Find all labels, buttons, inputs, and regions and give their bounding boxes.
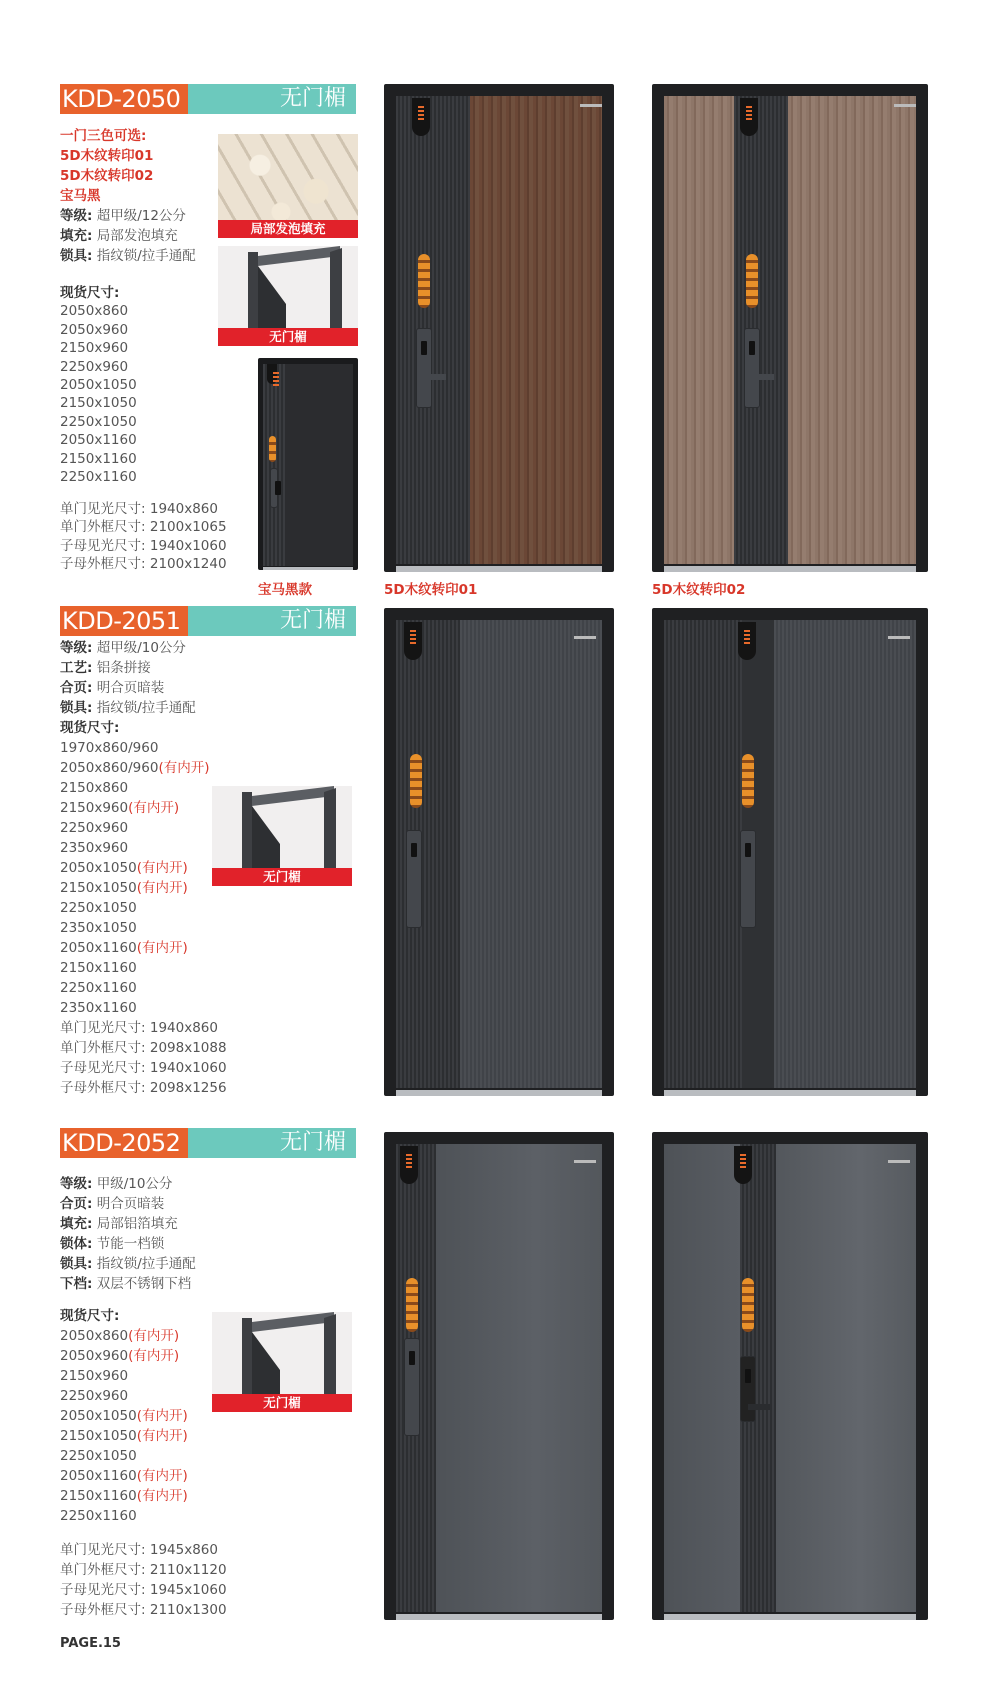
decorative-insert (742, 754, 754, 808)
brand-badge (400, 1146, 418, 1184)
brand-badge (404, 622, 422, 660)
smart-lock (740, 830, 756, 928)
thumb-caption: 无门楣 (212, 1394, 352, 1412)
stock-size: 2150x1160 (60, 960, 137, 976)
stock-size: 2150x860 (60, 780, 129, 796)
door-image-single (384, 1132, 614, 1620)
section-header (60, 606, 356, 636)
spec-row: 锁体: 节能一档锁 (60, 1236, 165, 1252)
specs (60, 638, 196, 738)
color-option: 5D木纹转印01 (60, 148, 154, 164)
thumb-caption: 局部发泡填充 (218, 220, 358, 238)
brand-mark (894, 104, 916, 107)
stock-title: 现货尺寸: (60, 285, 120, 301)
door-panel (774, 620, 916, 1088)
model-tag: 无门楣 (188, 84, 356, 114)
door-panel (664, 96, 734, 564)
stock-size: 2050x860(有内开) (60, 1328, 180, 1344)
decorative-insert (410, 754, 422, 808)
section-header (60, 1128, 356, 1158)
door-image-double (652, 608, 928, 1096)
brand-mark (574, 1160, 596, 1163)
stock-size: 2050x960(有内开) (60, 1348, 180, 1364)
model-number: KDD-2052 (60, 1128, 188, 1158)
stock-size: 2050x1160(有内开) (60, 1468, 188, 1484)
door-image-wood-02 (652, 84, 928, 572)
color-options-title: 一门三色可选: (60, 128, 147, 144)
stock-size: 2250x1160 (60, 980, 137, 996)
stock-size: 2250x960 (60, 820, 129, 836)
dim-row: 子母见光尺寸: 1945x1060 (60, 1582, 227, 1598)
stock-size: 2050x1050 (60, 377, 137, 394)
spec-row: 下档: 双层不锈钢下档 (60, 1276, 192, 1292)
brand-mark (580, 104, 602, 107)
smart-lock (740, 1356, 756, 1422)
dim-row: 单门外框尺寸: 2110x1120 (60, 1562, 227, 1578)
spec-row: 锁具: 指纹锁/拉手通配 (60, 700, 196, 716)
stock-size: 2150x1160(有内开) (60, 1488, 188, 1504)
stock-title: 现货尺寸: (60, 720, 120, 736)
decorative-insert (742, 1278, 754, 1332)
stock-sizes (60, 284, 137, 486)
brand-badge (267, 364, 277, 384)
stock-size: 2250x1050 (60, 900, 137, 916)
stock-size: 2050x1050(有内开) (60, 1408, 188, 1424)
stock-size: 2150x960(有内开) (60, 800, 180, 816)
door-image-wood-01 (384, 84, 614, 572)
stock-size: 2050x1160 (60, 432, 137, 449)
dim-row: 单门外框尺寸: 2098x1088 (60, 1040, 227, 1056)
dim-row: 子母见光尺寸: 1940x1060 (60, 537, 227, 554)
door-caption: 5D木纹转印02 (652, 582, 746, 598)
thumb-caption: 无门楣 (212, 868, 352, 886)
door-image-black (258, 358, 358, 570)
door-image-single (384, 608, 614, 1096)
stock-size: 2250x960 (60, 1388, 129, 1404)
spec-row: 合页: 明合页暗装 (60, 680, 165, 696)
dim-row: 子母外框尺寸: 2100x1240 (60, 556, 227, 573)
spec-row: 填充: 局部铝箔填充 (60, 1216, 178, 1232)
door-panel (470, 96, 602, 564)
stock-size: 2250x960 (60, 358, 129, 375)
door-panel (460, 620, 602, 1088)
frame-corner-illustration (218, 246, 358, 328)
section-header (60, 84, 356, 114)
stock-size: 1970x860/960 (60, 740, 159, 756)
door-caption: 5D木纹转印01 (384, 582, 478, 598)
door-image-double (652, 1132, 928, 1620)
stock-size: 2050x960 (60, 321, 129, 338)
brand-badge (740, 98, 758, 136)
spec-row: 合页: 明合页暗装 (60, 1196, 165, 1212)
stock-title: 现货尺寸: (60, 1308, 120, 1324)
stock-size: 2250x1160 (60, 469, 137, 486)
frame-corner-thumbnail (218, 246, 358, 346)
frame-corner-thumbnail (212, 1312, 352, 1412)
frame-corner-thumbnail (212, 786, 352, 886)
color-option: 5D木纹转印02 (60, 168, 154, 184)
dim-row: 单门外框尺寸: 2100x1065 (60, 519, 227, 536)
brand-mark (574, 636, 596, 639)
door-caption: 宝马黑款 (258, 582, 312, 598)
smart-lock (404, 1338, 420, 1436)
brand-mark (888, 636, 910, 639)
foam-fill-thumbnail (218, 134, 358, 238)
frame-corner-illustration (212, 1312, 352, 1394)
page-number: PAGE.15 (60, 1636, 121, 1651)
decorative-insert (269, 436, 276, 462)
decorative-insert (746, 254, 758, 308)
stock-size: 2250x1160 (60, 1508, 137, 1524)
decorative-insert (418, 254, 430, 308)
stock-size: 2150x1050(有内开) (60, 880, 188, 896)
dim-row: 单门见光尺寸: 1945x860 (60, 1542, 218, 1558)
color-option: 宝马黑 (60, 188, 101, 204)
door-handle (752, 374, 774, 380)
door-handle (424, 374, 446, 380)
stock-sizes (60, 738, 227, 1098)
decorative-insert (406, 1278, 418, 1332)
brand-badge (734, 1146, 752, 1184)
stock-size: 2250x1050 (60, 413, 137, 430)
dim-row: 子母见光尺寸: 1940x1060 (60, 1060, 227, 1076)
color-options (60, 126, 196, 266)
stock-sizes (60, 1306, 188, 1526)
stock-size: 2350x960 (60, 840, 129, 856)
stock-size: 2150x1050 (60, 395, 137, 412)
stock-size: 2350x1050 (60, 920, 137, 936)
spec-row: 等级: 甲级/10公分 (60, 1176, 173, 1192)
door-panel (664, 1144, 740, 1612)
dim-row: 单门见光尺寸: 1940x860 (60, 501, 218, 517)
stock-size: 2050x860 (60, 303, 129, 320)
smart-lock (406, 830, 422, 928)
door-panel (436, 1144, 602, 1612)
dim-row: 单门见光尺寸: 1940x860 (60, 1020, 218, 1036)
spec-row: 等级: 超甲级/12公分 (60, 208, 186, 224)
brand-badge (412, 98, 430, 136)
stock-size: 2050x1050(有内开) (60, 860, 188, 876)
smart-lock (416, 328, 432, 408)
spec-row: 锁具: 指纹锁/拉手通配 (60, 248, 196, 264)
smart-lock (744, 328, 760, 408)
dim-row: 子母外框尺寸: 2110x1300 (60, 1602, 227, 1618)
spec-row: 工艺: 铝条拼接 (60, 660, 151, 676)
stock-size: 2050x1160(有内开) (60, 940, 188, 956)
spec-row: 锁具: 指纹锁/拉手通配 (60, 1256, 196, 1272)
dimensions (60, 500, 227, 574)
brand-mark (888, 1160, 910, 1163)
door-handle (748, 1404, 770, 1410)
stock-size: 2150x960 (60, 340, 129, 357)
stock-size: 2050x860/960(有内开) (60, 760, 210, 776)
brand-badge (738, 622, 756, 660)
stock-size: 2250x1050 (60, 1448, 137, 1464)
door-panel (776, 1144, 916, 1612)
dimensions (60, 1540, 227, 1620)
model-tag: 无门楣 (188, 1128, 356, 1158)
thumb-caption: 无门楣 (218, 328, 358, 346)
spec-row: 等级: 超甲级/10公分 (60, 640, 186, 656)
smart-lock (270, 468, 278, 508)
stock-size: 2350x1160 (60, 1000, 137, 1016)
spec-row: 填充: 局部发泡填充 (60, 228, 178, 244)
dim-row: 子母外框尺寸: 2098x1256 (60, 1080, 227, 1096)
door-panel (788, 96, 916, 564)
stock-size: 2150x960 (60, 1368, 129, 1384)
frame-corner-illustration (212, 786, 352, 868)
model-number: KDD-2050 (60, 84, 188, 114)
model-number: KDD-2051 (60, 606, 188, 636)
stock-size: 2150x1050(有内开) (60, 1428, 188, 1444)
stock-size: 2150x1160 (60, 450, 137, 467)
specs (60, 1174, 196, 1294)
model-tag: 无门楣 (188, 606, 356, 636)
